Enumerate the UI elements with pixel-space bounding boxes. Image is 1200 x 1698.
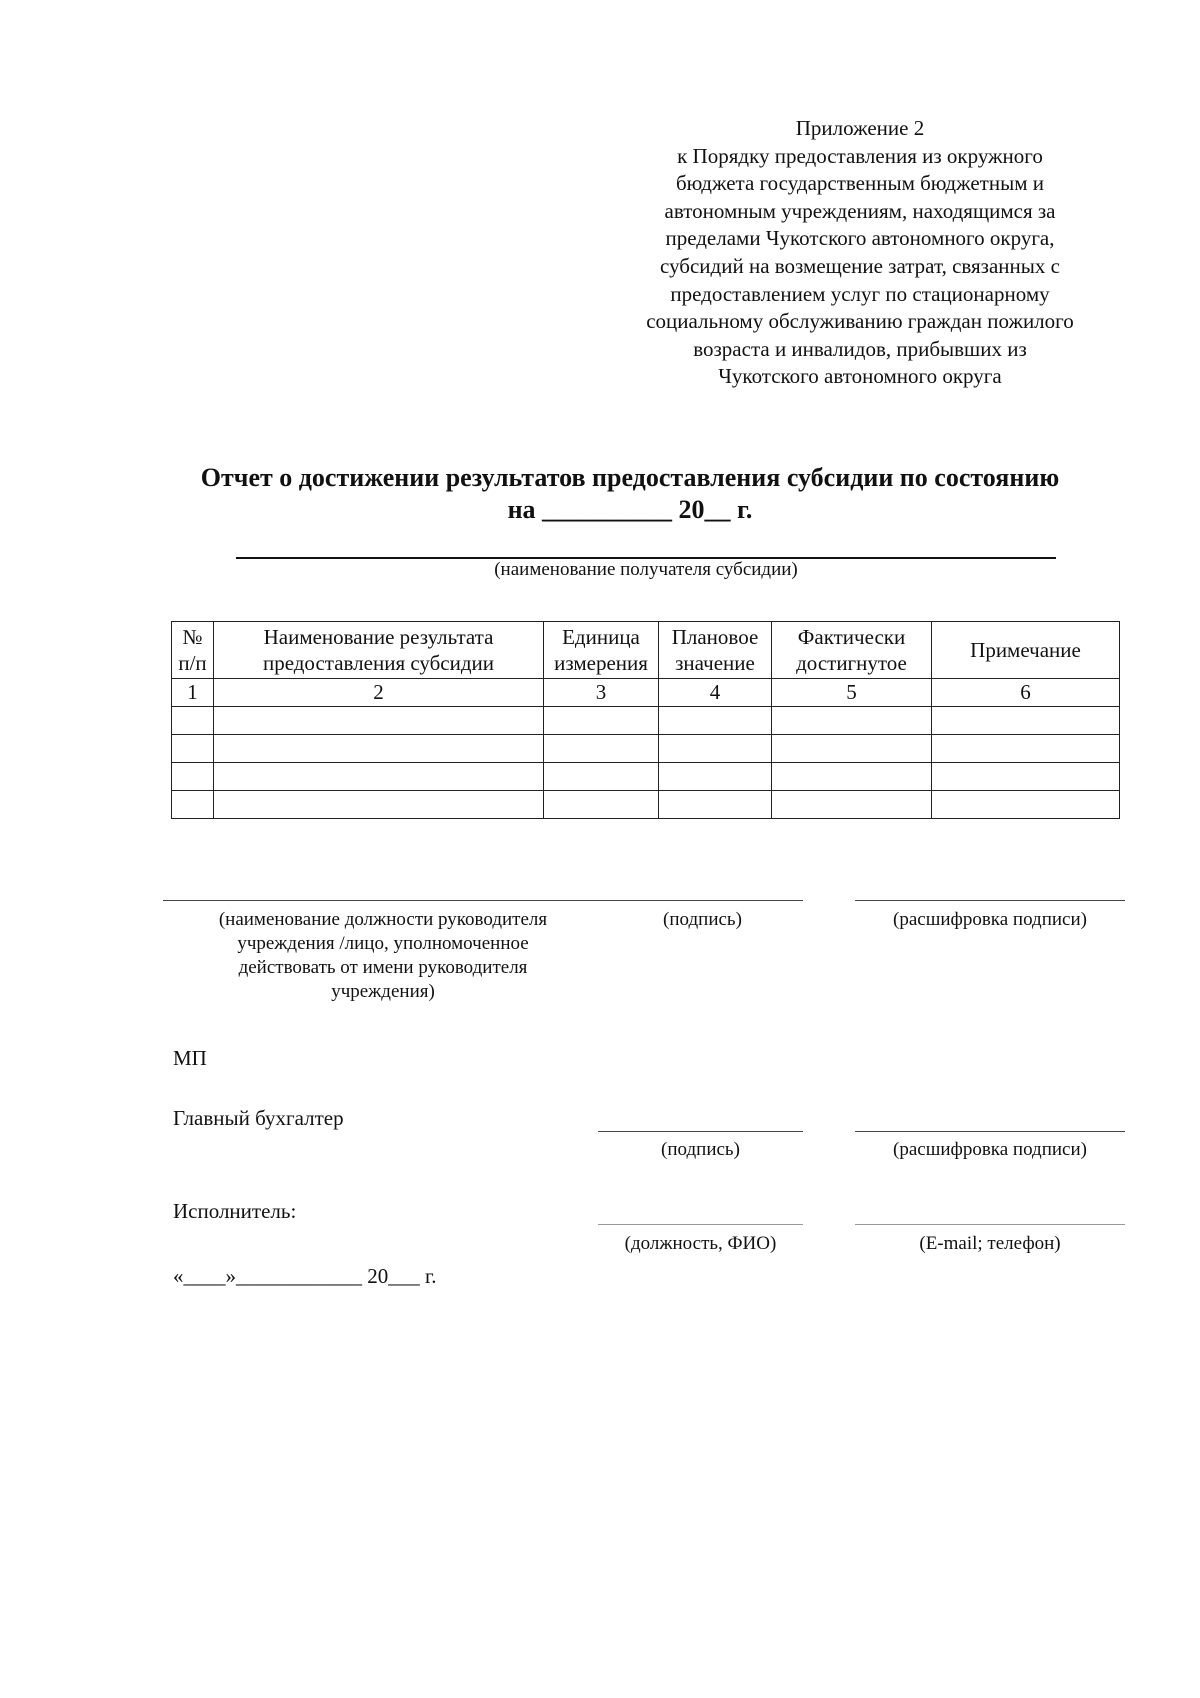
table-cell[interactable]: [659, 791, 772, 819]
executor-position-caption: (должность, ФИО): [624, 1233, 777, 1254]
table-cell[interactable]: [172, 735, 214, 763]
table-cell[interactable]: [544, 763, 659, 791]
header-note: [932, 622, 1120, 679]
table-cell[interactable]: [544, 791, 659, 819]
column-number-row: [172, 679, 1120, 707]
recipient-caption: (наименование получателя субсидии): [494, 559, 798, 580]
header-text: п/п: [178, 651, 207, 675]
column-number: 6: [932, 679, 1120, 707]
report-title-line-1: Отчет о достижении результатов предоставления субсидии по состоянию: [200, 463, 1060, 492]
table-cell[interactable]: [659, 763, 772, 791]
report-title-line-2: на __________ 20__ г.: [507, 495, 753, 524]
table-row: [172, 791, 1120, 819]
table-cell[interactable]: [772, 735, 932, 763]
table-cell[interactable]: [659, 707, 772, 735]
header-text: предоставления субсидии: [262, 651, 495, 675]
appendix-line: к Порядку предоставления из окружного: [677, 143, 1043, 168]
header-text: Наименование результата: [263, 625, 494, 649]
header-text: №: [182, 625, 203, 649]
report-title: [130, 462, 1130, 526]
table-cell[interactable]: [772, 763, 932, 791]
accountant-signature-caption: (подпись): [661, 1139, 740, 1160]
table-row: [172, 763, 1120, 791]
table-row: [172, 735, 1120, 763]
appendix-line: социальному обслуживанию граждан пожилого: [646, 309, 1074, 334]
appendix-line: пределами Чукотского автономного округа,: [665, 226, 1055, 251]
table-cell[interactable]: [214, 735, 544, 763]
header-text: Примечание: [970, 638, 1081, 662]
caption-line: учреждения /лицо, уполномоченное: [237, 933, 529, 954]
table-cell[interactable]: [659, 735, 772, 763]
head-decoding-line[interactable]: [855, 900, 1125, 901]
header-result-name: [214, 622, 544, 679]
table-cell[interactable]: [772, 791, 932, 819]
chief-accountant-label: Главный бухгалтер: [173, 1106, 344, 1130]
header-text: измерения: [554, 651, 648, 675]
header-text: Единица: [562, 625, 640, 649]
results-table: [171, 621, 1120, 819]
accountant-decoding-line[interactable]: [855, 1131, 1125, 1132]
table-cell[interactable]: [172, 791, 214, 819]
executor-label: Исполнитель:: [173, 1199, 297, 1223]
caption-line: действовать от имени руководителя: [238, 957, 528, 978]
header-actual: [772, 622, 932, 679]
table-cell[interactable]: [932, 735, 1120, 763]
table-cell[interactable]: [932, 763, 1120, 791]
executor-contact-line[interactable]: [855, 1224, 1125, 1225]
column-number: 4: [659, 679, 772, 707]
appendix-line: предоставлением услуг по стационарному: [670, 281, 1050, 306]
executor-position-line[interactable]: [598, 1224, 803, 1225]
table-cell[interactable]: [772, 707, 932, 735]
appendix-note: [600, 115, 1120, 391]
table-cell[interactable]: [932, 791, 1120, 819]
accountant-decoding-caption: (расшифровка подписи): [893, 1139, 1087, 1160]
column-number: 2: [214, 679, 544, 707]
table-row: [172, 707, 1120, 735]
table-cell[interactable]: [932, 707, 1120, 735]
stamp-label: МП: [173, 1046, 207, 1070]
column-number: 3: [544, 679, 659, 707]
executor-contact-caption: (E-mail; телефон): [919, 1233, 1061, 1254]
table-cell[interactable]: [214, 707, 544, 735]
header-number: [172, 622, 214, 679]
appendix-line: субсидий на возмещение затрат, связанных с: [660, 253, 1060, 278]
table-cell[interactable]: [214, 763, 544, 791]
header-planned: [659, 622, 772, 679]
table-header-row: [172, 622, 1120, 679]
head-position-caption: [163, 908, 603, 1004]
caption-line: (наименование должности руководителя: [218, 909, 548, 930]
column-number: 1: [172, 679, 214, 707]
table-cell[interactable]: [544, 707, 659, 735]
table-cell[interactable]: [214, 791, 544, 819]
date-line[interactable]: «____»____________ 20___ г.: [173, 1264, 437, 1288]
header-unit: [544, 622, 659, 679]
column-number: 5: [772, 679, 932, 707]
head-decoding-caption: (расшифровка подписи): [893, 909, 1087, 930]
accountant-signature-line[interactable]: [598, 1131, 803, 1132]
header-text: достигнутое: [796, 651, 907, 675]
appendix-line: автономным учреждениям, находящимся за: [664, 198, 1056, 223]
table-cell[interactable]: [172, 763, 214, 791]
header-text: Фактически: [797, 625, 906, 649]
caption-line: учреждения): [331, 981, 435, 1002]
table-cell[interactable]: [172, 707, 214, 735]
table-cell[interactable]: [544, 735, 659, 763]
head-signature-caption: (подпись): [663, 909, 742, 930]
header-text: значение: [675, 651, 755, 675]
appendix-line: Чукотского автономного округа: [718, 364, 1002, 389]
header-text: Плановое: [671, 625, 759, 649]
appendix-line: возраста и инвалидов, прибывших из: [693, 336, 1027, 361]
head-signature-line[interactable]: [163, 900, 803, 901]
appendix-line: Приложение 2: [795, 116, 925, 140]
appendix-line: бюджета государственным бюджетным и: [676, 171, 1044, 196]
